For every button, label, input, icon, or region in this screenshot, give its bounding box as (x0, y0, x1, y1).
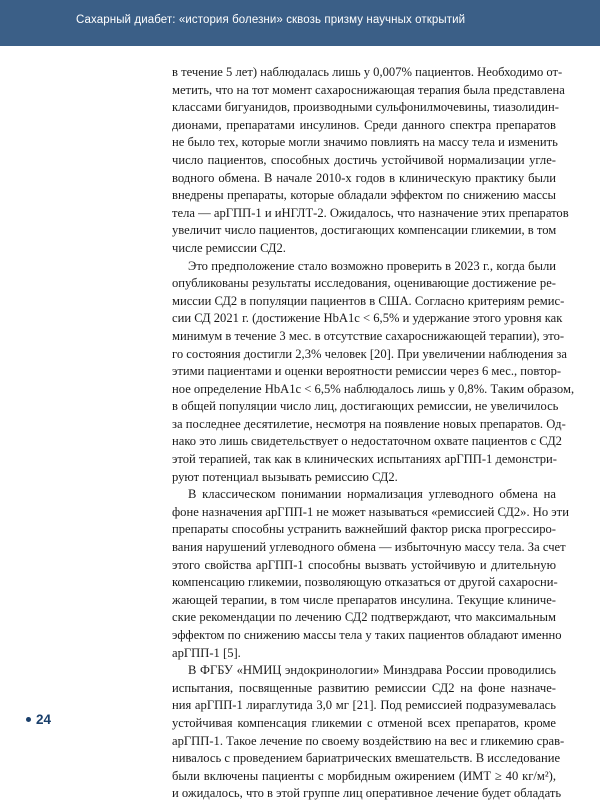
text-line: руют потенциал вызывать ремиссию СД2. (172, 469, 398, 484)
text-line: компенсацию гликемии, позволяющую отказаться от другой сахаросни- (172, 575, 558, 590)
text-line: фоне назначения арГПП-1 не может называться «ремиссией СД2». Но эти (172, 504, 569, 519)
text-line: го состояния достигли 2,3% человек [20]. При увеличении наблюдения за (172, 346, 567, 361)
text-line: арГПП-1 [5]. (172, 645, 241, 660)
text-line: дионами, препаратами инсулинов. Среди данного спектра препаратов (172, 117, 556, 132)
text-line: тела — арГПП-1 и иНГЛТ-2. Ожидалось, что назначение этих препаратов (172, 205, 569, 220)
text-line: нако это лишь свидетельствует о недостаточном охвате пациентов с СД2 (172, 434, 562, 449)
text-line: и ожидалось, что в этой группе лиц оперативное лечение будет обладать (172, 786, 562, 801)
text-line: этого свойства арГПП-1 способны вызвать устойчивую и длительную (172, 557, 556, 572)
text-line: ские рекомендации по лечению СД2 подтверждают, что максимальным (172, 610, 556, 625)
text-line: В классическом понимании нормализация углеводного обмена на (188, 487, 556, 502)
text-line: ное определение HbA1c < 6,5% наблюдалось лишь у 0,8%. Таким образом, (172, 381, 575, 396)
running-header (0, 0, 600, 46)
text-line: вания нарушений углеводного обмена — избыточную массу тела. За счет (172, 540, 566, 555)
text-line: увеличит число пациентов, достигающих компенсации гликемии, в том (172, 223, 557, 238)
text-line: этой терапией, так как в клинических испытаниях арГПП-1 демонстри- (172, 452, 557, 467)
text-line: за последнее десятилетие, несмотря на появление новых препаратов. Од- (172, 416, 566, 431)
page-number-label: 24 (36, 712, 52, 727)
text-line: В ФГБУ «НМИЦ эндокринологии» Минздрава России проводились (188, 663, 556, 678)
text-line: миссии СД2 в популяции пациентов в США. Согласно критериям ремис- (172, 293, 565, 308)
text-line: минимум в течение 3 мес. в отсутствие сахароснижающей терапии), это- (172, 328, 565, 343)
text-line: нивалось с проведением бариатрических вмешательств. В исследование (172, 751, 561, 766)
bullet-dot-icon (26, 717, 31, 722)
paragraph (172, 258, 575, 487)
text-line: эффектом по снижению массы тела у таких пациентов обладают именно (172, 628, 562, 642)
text-line: метить, что на тот момент сахароснижающая терапия была представлена (172, 82, 565, 97)
text-line: арГПП-1. Такое лечение по своему воздействию на вес и гликемию срав- (172, 733, 565, 748)
text-line: водного обмена. В начале 2010-х годов в клиническую практику были (172, 170, 556, 185)
running-header-title: Сахарный диабет: «история болезни» сквозь призму научных открытий (76, 14, 466, 26)
text-line: были включены пациенты с морбидным ожирением (ИМТ ≥ 40 кг/м²), (172, 768, 556, 783)
text-line: Это предположение стало возможно проверить в 2023 г., когда были (188, 258, 556, 273)
text-line: числе ремиссии СД2. (172, 240, 286, 255)
text-line: не было тех, которые могли значимо повлиять на массу тела и изменить (172, 135, 558, 150)
text-line: препараты способны устранить важнейший фактор риска прогрессиро- (172, 522, 556, 537)
text-line: устойчивая компенсация гликемии с отменой всех препаратов, кроме (172, 715, 556, 730)
text-line: классами бигуанидов, производными сульфонилмочевины, тиазолидин- (172, 100, 559, 115)
text-line: испытания, посвященные развитию ремиссии СД2 на фоне назначе- (172, 680, 556, 695)
text-line: в общей популяции число лиц, достигающих ремиссии, не увеличилось (172, 399, 559, 414)
text-line: этими пациентами и оценки вероятности ремиссии через 6 мес., повтор- (172, 364, 562, 379)
text-line: число пациентов, способных достичь устойчивой нормализации угле- (172, 152, 556, 167)
text-line: опубликованы результаты исследования, оценивающие достижение ре- (172, 276, 556, 291)
text-line: ния арГПП-1 лираглутида 3,0 мг [21]. Под ремиссией подразумевалась (172, 698, 556, 713)
paragraph (172, 486, 569, 662)
paragraph (172, 662, 565, 803)
text-line: внедрены препараты, которые обладали эффектом по снижению массы (172, 188, 556, 203)
text-line: жающей терапии, в том числе препаратов инсулина. Текущие клиниче- (172, 592, 556, 607)
page-number (26, 712, 51, 727)
paragraph (172, 64, 569, 258)
body-text (172, 64, 575, 803)
text-line: в течение 5 лет) наблюдалась лишь у 0,007% пациентов. Необходимо от- (172, 65, 563, 79)
text-line: сии СД 2021 г. (достижение HbA1c < 6,5% и удержание этого уровня как (172, 311, 563, 326)
